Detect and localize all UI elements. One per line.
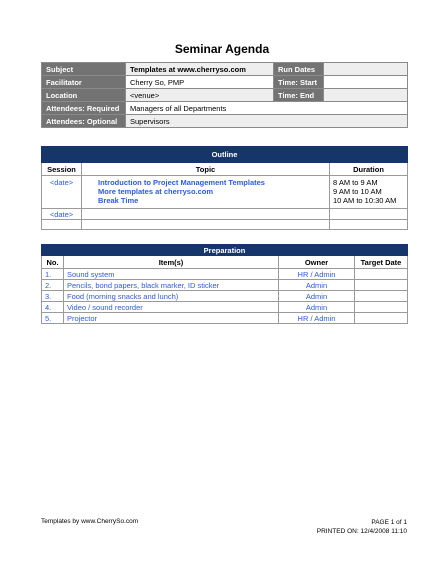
prep-owner[interactable]: Admin [279, 291, 355, 302]
prep-no[interactable]: 2. [42, 280, 64, 291]
facilitator-value[interactable]: Cherry So, PMP [126, 76, 274, 89]
attendees-required-label: Attendees: Required [42, 102, 126, 115]
run-dates-value[interactable] [324, 63, 408, 76]
time-start-label: Time: Start [274, 76, 324, 89]
prep-item[interactable]: Video / sound recorder [64, 302, 279, 313]
prep-owner[interactable]: Admin [279, 302, 355, 313]
time-end-value[interactable] [324, 89, 408, 102]
prep-no[interactable]: 1. [42, 269, 64, 280]
prep-target[interactable] [355, 313, 408, 324]
prep-header-items: Item(s) [64, 256, 279, 269]
prep-item[interactable]: Sound system [64, 269, 279, 280]
topic-cell[interactable] [82, 176, 330, 209]
attendees-optional-value[interactable]: Supervisors [126, 115, 408, 128]
preparation-title: Preparation [42, 245, 408, 256]
prep-target[interactable] [355, 269, 408, 280]
prep-item[interactable]: Projector [64, 313, 279, 324]
topic-cell[interactable] [82, 220, 330, 230]
outline-title: Outline [42, 147, 408, 163]
outline-header-topic: Topic [82, 163, 330, 176]
duration-cell[interactable] [330, 176, 408, 209]
prep-owner[interactable]: HR / Admin [279, 269, 355, 280]
prep-row [42, 302, 408, 313]
prep-target[interactable] [355, 302, 408, 313]
attendees-optional-label: Attendees: Optional [42, 115, 126, 128]
prep-header-no: No. [42, 256, 64, 269]
subject-label: Subject [42, 63, 126, 76]
prep-target[interactable] [355, 280, 408, 291]
outline-header-duration: Duration [330, 163, 408, 176]
attendees-optional-row [42, 115, 408, 128]
prep-owner[interactable]: Admin [279, 280, 355, 291]
topic-item: More templates at cherryso.com [98, 187, 214, 196]
printed-on: PRINTED ON: 12/4/2008 11:10 [316, 528, 407, 535]
prep-header-target-date: Target Date [355, 256, 408, 269]
time-end-label: Time: End [274, 89, 324, 102]
duration-item: 8 AM to 9 AM [333, 178, 378, 187]
outline-row [42, 176, 408, 209]
outline-table [41, 146, 408, 230]
facilitator-row [42, 76, 408, 89]
duration-cell[interactable] [330, 209, 408, 220]
topic-item: Introduction to Project Management Templates [98, 178, 265, 187]
attendees-required-row [42, 102, 408, 115]
prep-no[interactable]: 4. [42, 302, 64, 313]
duration-item: 10 AM to 10:30 AM [333, 196, 397, 205]
session-cell[interactable]: <date> [42, 176, 82, 209]
session-cell[interactable]: <date> [42, 209, 82, 220]
location-label: Location [42, 89, 126, 102]
footer-print-info [317, 518, 407, 536]
prep-item[interactable]: Food (morning snacks and lunch) [64, 291, 279, 302]
preparation-table [41, 244, 408, 324]
location-row [42, 89, 408, 102]
subject-value[interactable]: Templates at www.cherryso.com [126, 63, 274, 76]
duration-item: 9 AM to 10 AM [333, 187, 382, 196]
time-start-value[interactable] [324, 76, 408, 89]
footer-credit: Templates by www.CherrySo.com [41, 518, 139, 525]
prep-no[interactable]: 5. [42, 313, 64, 324]
facilitator-label: Facilitator [42, 76, 126, 89]
prep-row [42, 291, 408, 302]
run-dates-label: Run Dates [274, 63, 324, 76]
page-title: Seminar Agenda [174, 42, 270, 56]
prep-no[interactable]: 3. [42, 291, 64, 302]
outline-row [42, 209, 408, 220]
prep-owner[interactable]: HR / Admin [279, 313, 355, 324]
prep-row [42, 269, 408, 280]
topic-cell[interactable] [82, 209, 330, 220]
session-cell[interactable] [42, 220, 82, 230]
location-value[interactable]: <venue> [126, 89, 274, 102]
subject-row [42, 63, 408, 76]
prep-item[interactable]: Pencils, bond papers, black marker, ID sticker [64, 280, 279, 291]
attendees-required-value[interactable]: Managers of all Departments [126, 102, 408, 115]
prep-target[interactable] [355, 291, 408, 302]
prep-row [42, 313, 408, 324]
topic-item: Break Time [98, 196, 139, 205]
prep-row [42, 280, 408, 291]
page-number: PAGE 1 of 1 [371, 519, 407, 526]
duration-cell[interactable] [330, 220, 408, 230]
outline-header-session: Session [42, 163, 82, 176]
outline-row [42, 220, 408, 230]
info-table [41, 62, 408, 128]
prep-header-owner: Owner [279, 256, 355, 269]
